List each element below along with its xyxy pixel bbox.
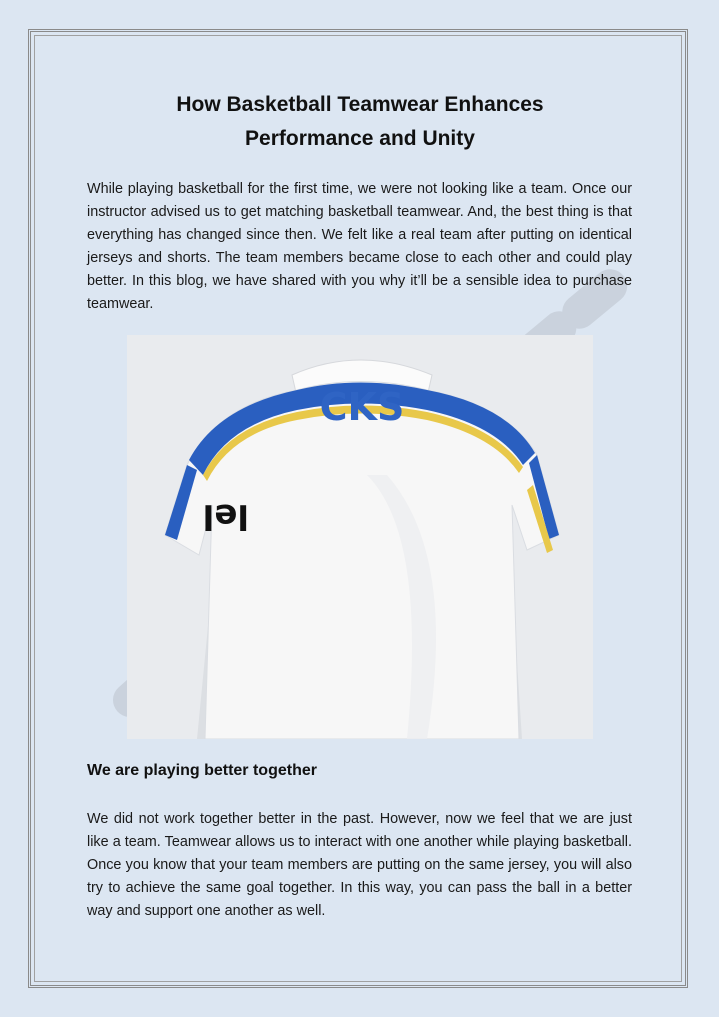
intro-paragraph: While playing basketball for the first time, we were not looking like a team. Once our instructor advised us to get matching basketball teamwear. And, the best thing is that everything has changed since then. We felt like a real team after putting on identical jerseys and shorts. The team members became close to each other and could play better. In this blog, we have shared with you why it’ll be a sensible idea to purchase teamwear. (87, 181, 632, 312)
jersey-sleeve-print: lel (202, 496, 249, 536)
title-line-1: How Basketball Teamwear Enhances (176, 93, 544, 116)
title-line-2: Performance and Unity (245, 127, 475, 150)
section-heading: We are playing better together (87, 762, 317, 779)
section-paragraph: We did not work together better in the past. However, now we feel that we are just like a team. Teamwear allows us to interact with one another while playing basketball. Once you know that your team members are putting on the same jersey, you will also try to achieve the same goal together. In this way, you can pass the ball in a better way and support one another as well. (87, 811, 632, 919)
page-title (80, 88, 640, 156)
jersey-photo (127, 335, 593, 739)
jersey-back-print: CKS (319, 385, 405, 429)
jersey-illustration (127, 335, 593, 739)
